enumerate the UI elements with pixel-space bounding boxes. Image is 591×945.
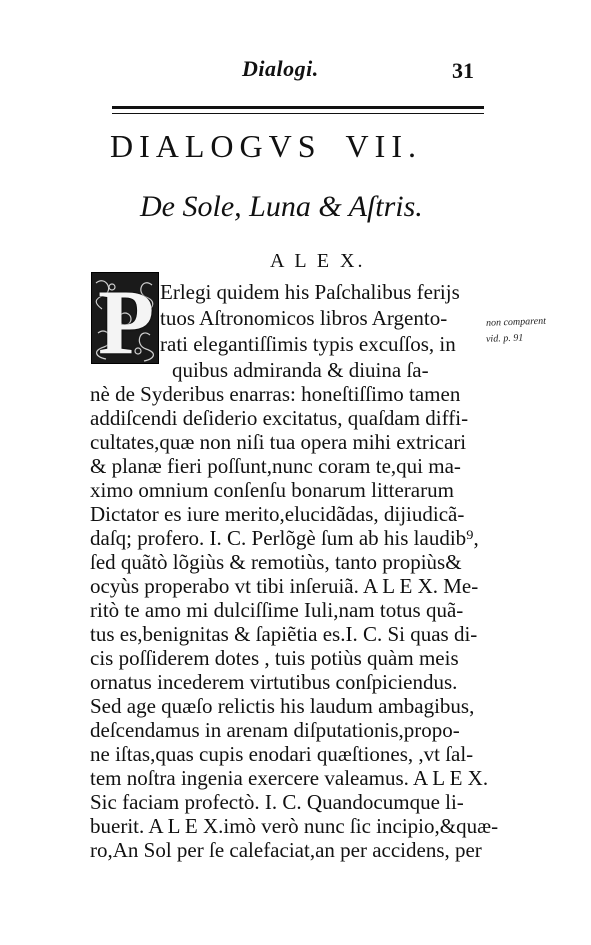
text-line: ro,An Sol per ſe calefaciat,an per accidens, per <box>90 838 482 862</box>
text-line: tuos Aſtronomicos libros Argento- <box>160 306 448 330</box>
speaker-label: A L E X. <box>270 250 366 272</box>
header-rule-thick <box>112 106 484 109</box>
text-line: cis poſſiderem dotes , tuis potiùs quàm meis <box>90 646 459 670</box>
text-line: deſcendamus in arenam diſputationis,propo- <box>90 718 460 742</box>
dialog-title-number: VII. <box>345 128 422 164</box>
text-line: Dictator es iure merito,elucidãdas, dijiudicã- <box>90 502 465 526</box>
text-line: Sic faciam profectò. I. C. Quandocumque li- <box>90 790 464 814</box>
text-line: tus es,benignitas & ſapiẽtia es.I. C. Si quas di- <box>90 622 478 646</box>
text-line: daſq; profero. I. C. Perlõgè ſum ab his laudib⁹, <box>90 526 479 550</box>
text-line: buerit. A L E X.imò verò nunc ſic incipio,&quæ- <box>90 814 499 838</box>
text-line: Sed age quæſo relictis his laudum ambagibus, <box>90 694 475 718</box>
text-line: ſed quãtò lõgiùs & remotiùs, tanto propiùs& <box>90 550 462 574</box>
text-line: tem noſtra ingenia exercere valeamus. A L E X. <box>90 766 489 790</box>
text-line: ne iſtas,quas cupis enodari quæſtiones, ,vt ſal- <box>90 742 474 766</box>
dialog-title <box>110 128 490 165</box>
text-line: Erlegi quidem his Paſchalibus ferijs <box>160 280 460 304</box>
text-line: nè de Syderibus enarras: honeſtiſſimo tamen <box>90 382 461 406</box>
text-line: ocyùs properabo vt tibi inſeruiã. A L E X. Me- <box>90 574 479 598</box>
text-line: quibus admiranda & diuina ſa- <box>172 358 429 382</box>
dialog-subtitle: De Sole, Luna & Aſtris. <box>140 190 423 223</box>
text-line: ritò te amo mi dulciſſime Iuli,nam totus quã- <box>90 598 464 622</box>
text-line: ornatus incederem virtutibus conſpiciendus. <box>90 670 458 694</box>
running-head: Dialogi. <box>242 56 319 81</box>
margin-note-line: non comparent <box>485 315 547 329</box>
page-number: 31 <box>452 58 474 83</box>
text-line: cultates,quæ non niſi tua opera mihi extricari <box>90 430 467 454</box>
dialog-title-word: DIALOGVS <box>110 128 322 164</box>
text-line: ximo omnium conſenſu bonarum litterarum <box>90 478 454 502</box>
margin-note-line: vid. p. 91 <box>485 332 524 345</box>
text-line: rati elegantiſſimis typis excuſſos, in <box>160 332 456 356</box>
header-rule-thin <box>112 113 484 114</box>
decorated-initial <box>91 272 159 364</box>
drop-cap-letter: P <box>98 272 155 364</box>
text-line: addiſcendi deſiderio excitatus, quaſdam diffi- <box>90 406 469 430</box>
text-line: & planæ fieri poſſunt,nunc coram te,qui ma- <box>90 454 461 478</box>
